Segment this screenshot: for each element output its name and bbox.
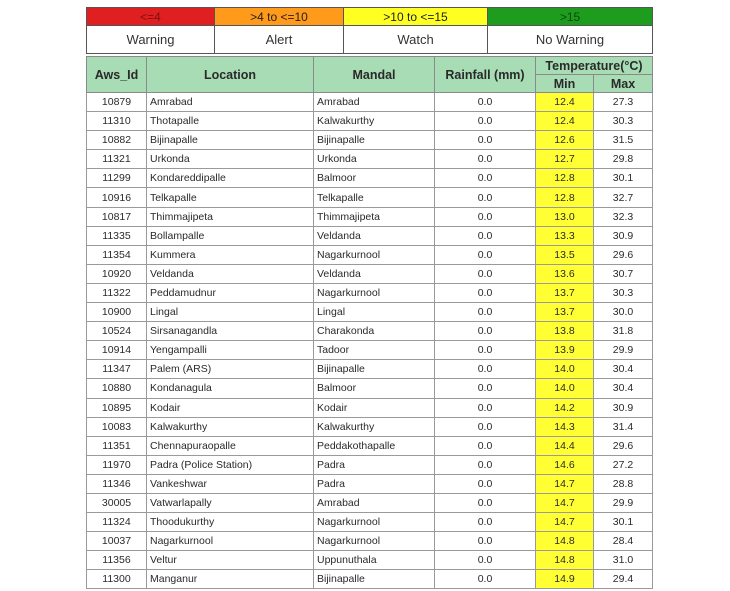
cell-min-temp: 12.8: [536, 188, 594, 207]
cell-min-temp: 14.8: [536, 551, 594, 570]
cell-rainfall: 0.0: [435, 112, 536, 131]
cell-rainfall: 0.0: [435, 398, 536, 417]
cell-rainfall: 0.0: [435, 379, 536, 398]
legend-label-row: [87, 26, 653, 54]
cell-mandal: Charakonda: [314, 322, 435, 341]
header-rainfall: Rainfall (mm): [435, 57, 536, 93]
table-row: [87, 303, 653, 322]
table-body: [87, 93, 653, 589]
cell-rainfall: 0.0: [435, 322, 536, 341]
cell-min-temp: 13.5: [536, 245, 594, 264]
legend-band-row: [87, 8, 653, 26]
cell-location: Nagarkurnool: [147, 532, 314, 551]
cell-mandal: Bijinapalle: [314, 570, 435, 589]
cell-mandal: Veldanda: [314, 226, 435, 245]
cell-min-temp: 14.4: [536, 436, 594, 455]
cell-location: Sirsanagandla: [147, 322, 314, 341]
cell-rainfall: 0.0: [435, 226, 536, 245]
cell-rainfall: 0.0: [435, 532, 536, 551]
cell-location: Bollampalle: [147, 226, 314, 245]
table-row: [87, 570, 653, 589]
cell-mandal: Kalwakurthy: [314, 417, 435, 436]
cell-mandal: Urkonda: [314, 150, 435, 169]
cell-location: Padra (Police Station): [147, 455, 314, 474]
cell-rainfall: 0.0: [435, 436, 536, 455]
cell-max-temp: 29.4: [594, 570, 653, 589]
cell-max-temp: 29.8: [594, 150, 653, 169]
cell-rainfall: 0.0: [435, 169, 536, 188]
cell-location: Kummera: [147, 245, 314, 264]
cell-location: Palem (ARS): [147, 360, 314, 379]
cell-rainfall: 0.0: [435, 188, 536, 207]
cell-rainfall: 0.0: [435, 474, 536, 493]
cell-rainfall: 0.0: [435, 417, 536, 436]
cell-aws-id: 10920: [87, 264, 147, 283]
legend-band-warning: <=4: [87, 8, 215, 26]
cell-mandal: Amrabad: [314, 493, 435, 512]
cell-aws-id: 11299: [87, 169, 147, 188]
cell-location: Telkapalle: [147, 188, 314, 207]
cell-min-temp: 14.7: [536, 493, 594, 512]
cell-location: Urkonda: [147, 150, 314, 169]
cell-location: Bijinapalle: [147, 131, 314, 150]
table-row: [87, 188, 653, 207]
cell-max-temp: 31.0: [594, 551, 653, 570]
cell-max-temp: 29.9: [594, 341, 653, 360]
cell-aws-id: 10524: [87, 322, 147, 341]
cell-mandal: Bijinapalle: [314, 360, 435, 379]
cell-mandal: Balmoor: [314, 169, 435, 188]
cell-mandal: Tadoor: [314, 341, 435, 360]
cell-max-temp: 32.3: [594, 207, 653, 226]
cell-aws-id: 11324: [87, 513, 147, 532]
table-row: [87, 341, 653, 360]
cell-mandal: Veldanda: [314, 264, 435, 283]
table-row: [87, 322, 653, 341]
cell-max-temp: 28.4: [594, 532, 653, 551]
table-row: [87, 551, 653, 570]
cell-location: Kalwakurthy: [147, 417, 314, 436]
legend-label-alert: Alert: [215, 26, 344, 54]
cell-min-temp: 12.7: [536, 150, 594, 169]
table-row: [87, 264, 653, 283]
cell-location: Vatwarlapally: [147, 493, 314, 512]
table-row: [87, 474, 653, 493]
cell-location: Veltur: [147, 551, 314, 570]
table-row: [87, 150, 653, 169]
legend-label-warning: Warning: [87, 26, 215, 54]
cell-aws-id: 11321: [87, 150, 147, 169]
cell-aws-id: 10900: [87, 303, 147, 322]
cell-location: Vankeshwar: [147, 474, 314, 493]
cell-mandal: Amrabad: [314, 93, 435, 112]
cell-max-temp: 30.1: [594, 513, 653, 532]
cell-mandal: Uppunuthala: [314, 551, 435, 570]
cell-rainfall: 0.0: [435, 551, 536, 570]
cell-mandal: Bijinapalle: [314, 131, 435, 150]
cell-mandal: Kodair: [314, 398, 435, 417]
cell-location: Kondanagula: [147, 379, 314, 398]
cell-rainfall: 0.0: [435, 360, 536, 379]
cell-mandal: Nagarkurnool: [314, 245, 435, 264]
cell-aws-id: 10895: [87, 398, 147, 417]
header-aws-id: Aws_Id: [87, 57, 147, 93]
table-row: [87, 513, 653, 532]
cell-aws-id: 11356: [87, 551, 147, 570]
cell-rainfall: 0.0: [435, 264, 536, 283]
cell-aws-id: 11322: [87, 283, 147, 302]
cell-max-temp: 30.9: [594, 226, 653, 245]
cell-min-temp: 13.7: [536, 303, 594, 322]
cell-max-temp: 32.7: [594, 188, 653, 207]
cell-max-temp: 30.4: [594, 379, 653, 398]
cell-mandal: Padra: [314, 474, 435, 493]
cell-rainfall: 0.0: [435, 207, 536, 226]
cell-max-temp: 28.8: [594, 474, 653, 493]
weather-table: [86, 56, 653, 589]
cell-min-temp: 12.4: [536, 93, 594, 112]
cell-mandal: Balmoor: [314, 379, 435, 398]
cell-rainfall: 0.0: [435, 150, 536, 169]
cell-max-temp: 27.3: [594, 93, 653, 112]
cell-location: Amrabad: [147, 93, 314, 112]
cell-mandal: Nagarkurnool: [314, 283, 435, 302]
cell-rainfall: 0.0: [435, 570, 536, 589]
cell-rainfall: 0.0: [435, 341, 536, 360]
cell-min-temp: 13.7: [536, 283, 594, 302]
legend-band-alert: >4 to <=10: [215, 8, 344, 26]
cell-max-temp: 31.8: [594, 322, 653, 341]
table-row: [87, 398, 653, 417]
cell-rainfall: 0.0: [435, 303, 536, 322]
table-row: [87, 436, 653, 455]
cell-mandal: Nagarkurnool: [314, 532, 435, 551]
cell-aws-id: 10880: [87, 379, 147, 398]
cell-aws-id: 10914: [87, 341, 147, 360]
cell-aws-id: 11970: [87, 455, 147, 474]
cell-min-temp: 14.7: [536, 513, 594, 532]
cell-min-temp: 13.0: [536, 207, 594, 226]
cell-aws-id: 10083: [87, 417, 147, 436]
cell-max-temp: 30.9: [594, 398, 653, 417]
header-max: Max: [594, 75, 653, 93]
warning-legend: [86, 7, 653, 54]
header-location: Location: [147, 57, 314, 93]
cell-min-temp: 12.8: [536, 169, 594, 188]
cell-aws-id: 11351: [87, 436, 147, 455]
cell-location: Peddamudnur: [147, 283, 314, 302]
cell-location: Manganur: [147, 570, 314, 589]
cell-max-temp: 29.6: [594, 245, 653, 264]
cell-max-temp: 30.3: [594, 112, 653, 131]
table-row: [87, 169, 653, 188]
cell-location: Thimmajipeta: [147, 207, 314, 226]
legend-label-watch: Watch: [344, 26, 488, 54]
table-row: [87, 283, 653, 302]
cell-aws-id: 10037: [87, 532, 147, 551]
cell-max-temp: 31.4: [594, 417, 653, 436]
table-row: [87, 417, 653, 436]
cell-rainfall: 0.0: [435, 245, 536, 264]
cell-max-temp: 27.2: [594, 455, 653, 474]
cell-mandal: Thimmajipeta: [314, 207, 435, 226]
cell-min-temp: 13.6: [536, 264, 594, 283]
cell-min-temp: 14.6: [536, 455, 594, 474]
cell-max-temp: 31.5: [594, 131, 653, 150]
header-min: Min: [536, 75, 594, 93]
cell-location: Kondareddipalle: [147, 169, 314, 188]
table-row: [87, 532, 653, 551]
legend-band-watch: >10 to <=15: [344, 8, 488, 26]
cell-min-temp: 12.6: [536, 131, 594, 150]
table-row: [87, 226, 653, 245]
cell-rainfall: 0.0: [435, 493, 536, 512]
cell-min-temp: 14.0: [536, 379, 594, 398]
cell-mandal: Padra: [314, 455, 435, 474]
cell-min-temp: 14.7: [536, 474, 594, 493]
cell-location: Yengampalli: [147, 341, 314, 360]
cell-max-temp: 30.4: [594, 360, 653, 379]
cell-min-temp: 13.3: [536, 226, 594, 245]
table-row: [87, 112, 653, 131]
cell-aws-id: 10879: [87, 93, 147, 112]
cell-max-temp: 30.1: [594, 169, 653, 188]
cell-max-temp: 30.3: [594, 283, 653, 302]
cell-location: Thotapalle: [147, 112, 314, 131]
table-row: [87, 360, 653, 379]
cell-location: Kodair: [147, 398, 314, 417]
cell-min-temp: 13.8: [536, 322, 594, 341]
cell-aws-id: 10916: [87, 188, 147, 207]
table-row: [87, 493, 653, 512]
legend-label-no-warning: No Warning: [488, 26, 653, 54]
cell-min-temp: 14.8: [536, 532, 594, 551]
cell-rainfall: 0.0: [435, 283, 536, 302]
table-row: [87, 93, 653, 112]
cell-aws-id: 11346: [87, 474, 147, 493]
cell-rainfall: 0.0: [435, 93, 536, 112]
cell-aws-id: 10882: [87, 131, 147, 150]
cell-aws-id: 11347: [87, 360, 147, 379]
cell-min-temp: 14.2: [536, 398, 594, 417]
cell-rainfall: 0.0: [435, 131, 536, 150]
table-row: [87, 455, 653, 474]
cell-aws-id: 11300: [87, 570, 147, 589]
cell-location: Thoodukurthy: [147, 513, 314, 532]
cell-mandal: Lingal: [314, 303, 435, 322]
cell-rainfall: 0.0: [435, 513, 536, 532]
cell-aws-id: 11354: [87, 245, 147, 264]
cell-aws-id: 30005: [87, 493, 147, 512]
cell-max-temp: 30.0: [594, 303, 653, 322]
header-temperature: Temperature(°C): [536, 57, 653, 75]
table-row: [87, 379, 653, 398]
cell-max-temp: 30.7: [594, 264, 653, 283]
cell-mandal: Nagarkurnool: [314, 513, 435, 532]
legend-band-no-warning: >15: [488, 8, 653, 26]
cell-aws-id: 11310: [87, 112, 147, 131]
table-row: [87, 245, 653, 264]
table-row: [87, 207, 653, 226]
cell-aws-id: 10817: [87, 207, 147, 226]
header-mandal: Mandal: [314, 57, 435, 93]
cell-min-temp: 14.0: [536, 360, 594, 379]
cell-aws-id: 11335: [87, 226, 147, 245]
table-row: [87, 131, 653, 150]
cell-min-temp: 12.4: [536, 112, 594, 131]
cell-rainfall: 0.0: [435, 455, 536, 474]
cell-min-temp: 14.3: [536, 417, 594, 436]
cell-location: Lingal: [147, 303, 314, 322]
cell-mandal: Peddakothapalle: [314, 436, 435, 455]
cell-min-temp: 13.9: [536, 341, 594, 360]
cell-mandal: Telkapalle: [314, 188, 435, 207]
cell-max-temp: 29.6: [594, 436, 653, 455]
cell-min-temp: 14.9: [536, 570, 594, 589]
table-header: [87, 57, 653, 93]
cell-location: Veldanda: [147, 264, 314, 283]
cell-max-temp: 29.9: [594, 493, 653, 512]
cell-location: Chennapuraopalle: [147, 436, 314, 455]
cell-mandal: Kalwakurthy: [314, 112, 435, 131]
